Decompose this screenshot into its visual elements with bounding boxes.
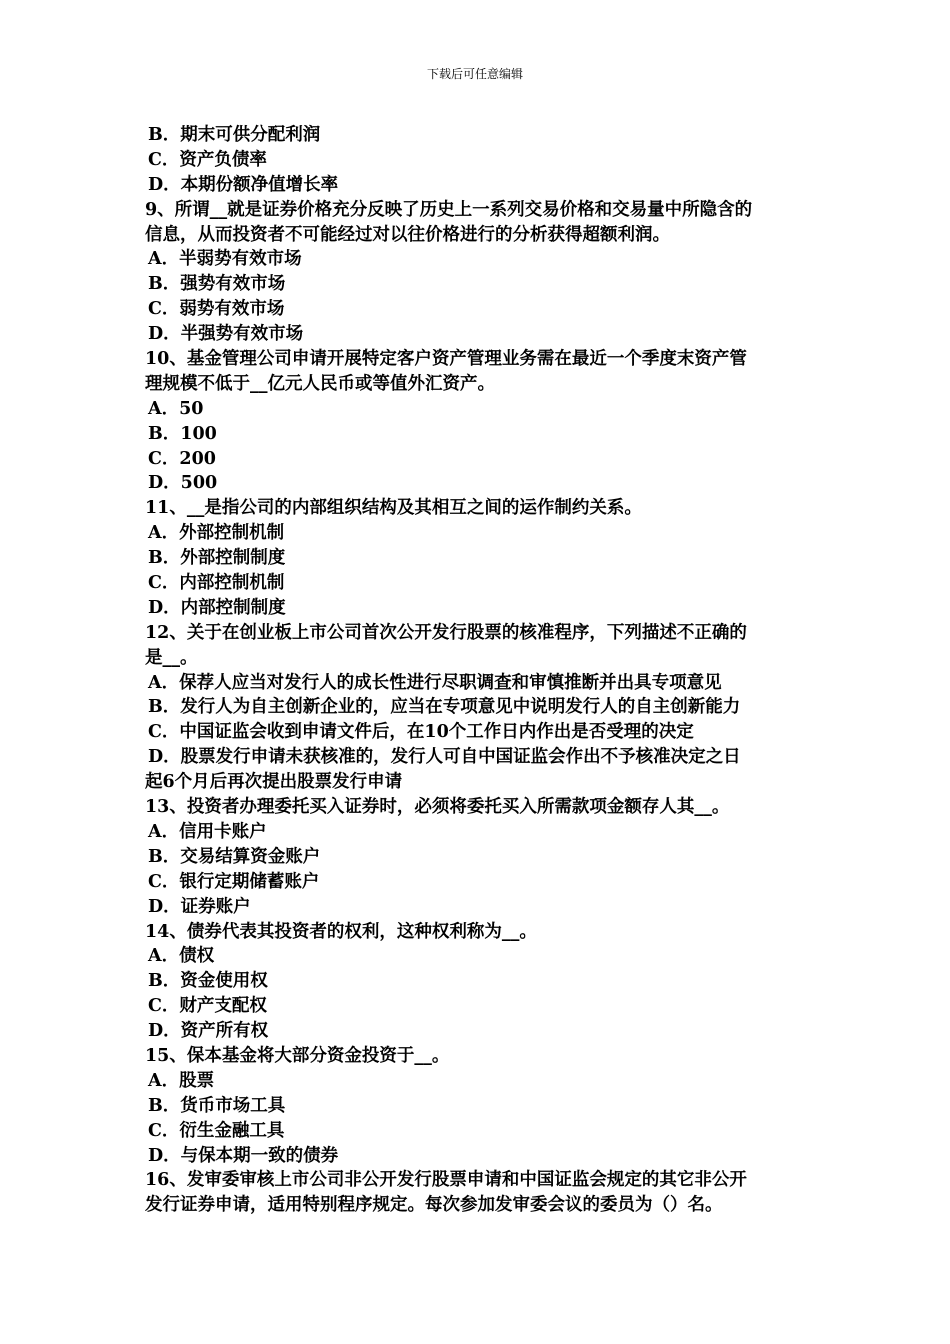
answer-option: D．本期份额净值增长率	[148, 174, 339, 195]
answer-option: A．债权	[148, 946, 215, 967]
answer-option: A．半弱势有效市场	[148, 249, 302, 270]
answer-option: B．100	[148, 423, 217, 444]
answer-option: A．保荐人应当对发行人的成长性进行尽职调查和审慎推断并出具专项意见	[148, 672, 722, 693]
answer-option: A．外部控制机制	[148, 523, 285, 544]
question-text: 起6个月后再次提出股票发行申请	[145, 772, 403, 793]
answer-option: C．资产负债率	[148, 149, 267, 170]
answer-option: D．500	[148, 473, 218, 494]
answer-option: C．银行定期储蓄账户	[148, 871, 320, 892]
answer-option: D．与保本期一致的债券	[148, 1145, 339, 1166]
answer-option: B．货币市场工具	[148, 1095, 286, 1116]
question-text: 13、投资者办理委托买入证券时，必须将委托买入所需款项金额存人其__。	[145, 797, 730, 818]
document-body	[145, 123, 815, 1218]
question-text: 9、所谓__就是证券价格充分反映了历史上一系列交易价格和交易量中所隐含的	[145, 199, 753, 220]
answer-option: D．证券账户	[148, 896, 251, 917]
question-text: 15、保本基金将大部分资金投资于__。	[145, 1045, 450, 1066]
question-text: 10、基金管理公司申请开展特定客户资产管理业务需在最近一个季度末资产管	[145, 349, 747, 370]
answer-option: A．信用卡账户	[148, 821, 267, 842]
answer-option: C．内部控制机制	[148, 573, 285, 594]
question-text: 14、债券代表其投资者的权利，这种权利称为__。	[145, 921, 537, 942]
answer-option: A．股票	[148, 1070, 215, 1091]
answer-option: C．衍生金融工具	[148, 1120, 285, 1141]
answer-option: C．财产支配权	[148, 996, 267, 1017]
answer-option: D．内部控制制度	[148, 597, 286, 618]
question-text: 16、发审委审核上市公司非公开发行股票申请和中国证监会规定的其它非公开	[145, 1170, 747, 1191]
answer-option: C．弱势有效市场	[148, 299, 285, 320]
answer-option: B．外部控制制度	[148, 548, 286, 569]
question-text: 11、__是指公司的内部组织结构及其相互之间的运作制约关系。	[145, 498, 642, 519]
question-text: 理规模不低于__亿元人民币或等值外汇资产。	[145, 373, 495, 394]
answer-option: A．50	[148, 398, 204, 419]
question-text: 发行证券申请，适用特别程序规定。每次参加发审委会议的委员为（）名。	[145, 1195, 723, 1216]
answer-option: D．股票发行申请未获核准的，发行人可自中国证监会作出不予核准决定之日	[148, 747, 741, 768]
answer-option: C．中国证监会收到申请文件后，在10个工作日内作出是否受理的决定	[148, 722, 694, 743]
answer-option: B．资金使用权	[148, 971, 268, 992]
answer-option: B．交易结算资金账户	[148, 846, 321, 867]
question-text: 信息，从而投资者不可能经过对以往价格进行的分析获得超额利润。	[145, 224, 670, 245]
answer-option: B．强势有效市场	[148, 274, 286, 295]
question-text: 是__。	[145, 647, 198, 668]
answer-option: B．期末可供分配利润	[148, 125, 321, 145]
answer-option: D．资产所有权	[148, 1021, 269, 1042]
answer-option: B．发行人为自主创新企业的，应当在专项意见中说明发行人的自主创新能力	[148, 697, 741, 718]
answer-option: C．200	[148, 448, 216, 469]
answer-option: D．半强势有效市场	[148, 324, 304, 345]
question-text: 12、关于在创业板上市公司首次公开发行股票的核准程序，下列描述不正确的	[145, 622, 747, 643]
page-header: 下载后可任意编辑	[426, 67, 523, 81]
